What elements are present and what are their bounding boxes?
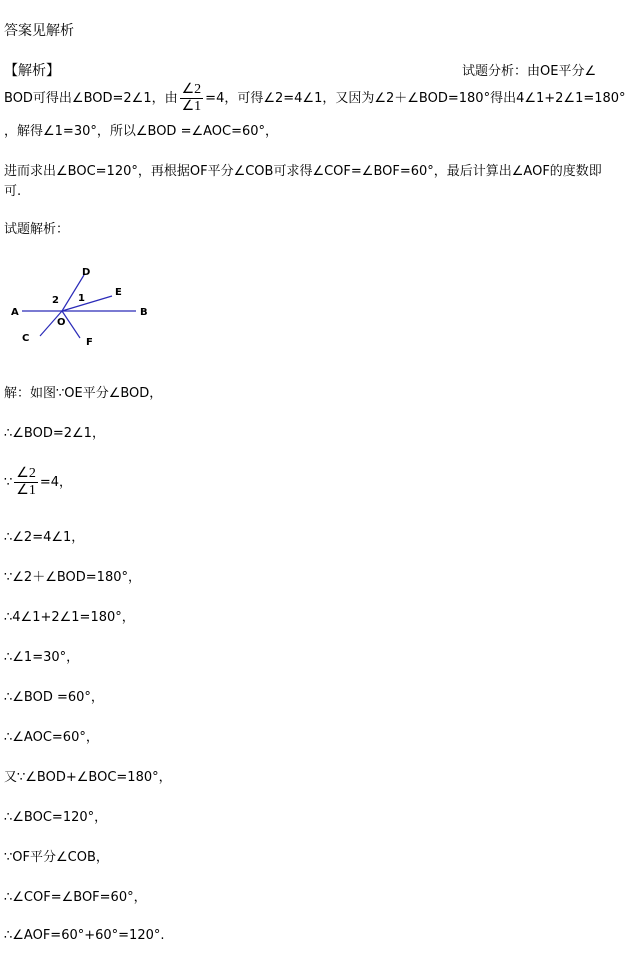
label-a: A <box>11 307 19 318</box>
step-2: ∴∠BOD=2∠1， <box>4 426 105 441</box>
label-o: O <box>57 317 66 328</box>
step-12: ∵OF平分∠COB， <box>4 850 109 865</box>
analysis-line-3: 进而求出∠BOC=120°，再根据OF平分∠COB可求得∠COF=∠BOF=60°，最后计算出∠AOF的度数即 <box>4 164 602 179</box>
step-13: ∴∠COF=∠BOF=60°， <box>4 890 147 905</box>
geometry-figure <box>0 258 170 353</box>
angle-ratio-fraction <box>180 82 204 115</box>
solution-label: 试题解析： <box>4 222 70 237</box>
analysis-text-1: BOD可得出∠BOD=2∠1，由 <box>4 91 178 106</box>
step-14: ∴∠AOF=60°+60°=120°. <box>4 928 165 943</box>
section-label: 【解析】 <box>4 63 60 79</box>
step-3-prefix: ∵ <box>4 475 13 490</box>
step-9: ∴∠AOC=60°， <box>4 730 99 745</box>
label-angle-2: 2 <box>52 295 59 306</box>
step-3-denominator: ∠1 <box>16 483 36 498</box>
step-5: ∵∠2＋∠BOD=180°， <box>4 570 141 585</box>
analysis-line-1 <box>4 82 626 115</box>
fraction-denominator: ∠1 <box>181 99 202 114</box>
label-e: E <box>115 287 122 298</box>
label-c: C <box>22 333 30 344</box>
analysis-line-2: ，解得∠1=30°，所以∠BOD =∠AOC=60°， <box>4 124 279 139</box>
step-3-text: =4， <box>39 475 73 490</box>
label-f: F <box>86 337 93 348</box>
analysis-line-4: 可. <box>4 184 22 199</box>
step-3-numerator: ∠2 <box>16 466 36 481</box>
step-1: 解：如图∵OE平分∠BOD， <box>4 386 163 401</box>
page-title: 答案见解析 <box>4 23 74 39</box>
step-11: ∴∠BOC=120°， <box>4 810 108 825</box>
step-4: ∴∠2=4∠1， <box>4 530 85 545</box>
label-b: B <box>140 307 148 318</box>
fraction-numerator: ∠2 <box>181 82 202 97</box>
step-10: 又∵∠BOD+∠BOC=180°， <box>4 770 172 785</box>
label-d: D <box>82 267 91 278</box>
analysis-text-1-tail: =4，可得∠2=4∠1，又因为∠2＋∠BOD=180°得出4∠1+2∠1=180° <box>205 91 626 106</box>
step-6: ∴4∠1+2∠1=180°， <box>4 610 135 625</box>
step-3-fraction <box>14 466 38 499</box>
step-7: ∴∠1=30°， <box>4 650 80 665</box>
step-3 <box>4 466 72 499</box>
label-angle-1: 1 <box>78 293 85 304</box>
step-8: ∴∠BOD =60°， <box>4 690 104 705</box>
analysis-intro: 试题分析：由OE平分∠ <box>462 64 597 79</box>
